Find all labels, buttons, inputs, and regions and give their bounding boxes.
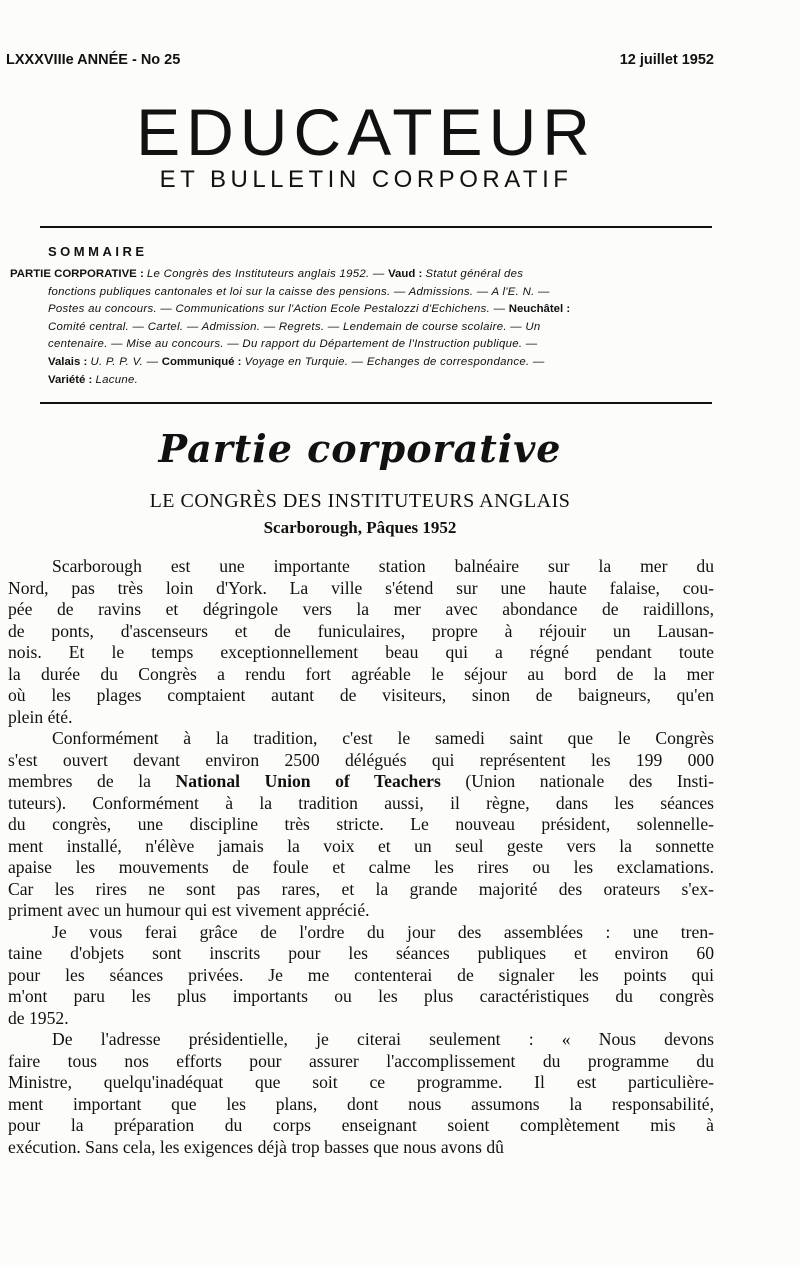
text-line: nois. Et le temps exceptionnellement beau qui a régné pendant toute	[8, 642, 714, 662]
sommaire-entry: Voyage en Turquie. — Echanges de correspondance. —	[244, 355, 545, 368]
text-line: de ponts, d'ascenseurs et de funiculaires, propre à réjouir un Lausan-	[8, 620, 714, 641]
text-line: priment avec un humour qui est vivement apprécié.	[8, 900, 370, 920]
sommaire-entry: U. P. P. V. —	[90, 355, 162, 368]
text-line: Je vous ferai grâce de l'ordre du jour des assemblées : une tren-	[52, 921, 714, 942]
issue-date: 12 juillet 1952	[619, 52, 714, 68]
sommaire-rubric: Neuchâtel :	[508, 303, 571, 316]
text-line: exécution. Sans cela, les exigences déjà trop basses que nous avons dû	[8, 1136, 504, 1157]
article-paragraph	[8, 1029, 714, 1158]
text-line: taine d'objets sont inscrits pour les séances publiques et environ 60	[8, 943, 714, 963]
sommaire-entry: Comité central. — Cartel. — Admission. — Regrets. — Lendemain de course scolaire. — Un	[48, 320, 541, 333]
sommaire-rubric: Communiqué :	[161, 355, 245, 368]
text-line: de 1952.	[8, 1007, 69, 1028]
sommaire-entry: fonctions publiques cantonales et loi sur la caisse des pensions. — Admissions. — A l'E. N. —	[48, 285, 550, 298]
sommaire-entry: Le Congrès des Instituteurs anglais 1952. —	[146, 268, 389, 280]
article-subtitle: Scarborough, Pâques 1952	[263, 518, 457, 537]
text-line: pée de ravins et dégringole vers la mer avec abondance de raidillons,	[8, 599, 714, 619]
article-paragraph	[8, 728, 714, 922]
article-title: LE CONGRÈS DES INSTITUTEURS ANGLAIS	[149, 490, 571, 512]
text-line: Car les rires ne sont pas rares, et la grande majorité des orateurs s'ex-	[8, 878, 714, 899]
text-line: De l'adresse présidentielle, je citerai seulement : « Nous devons	[52, 1029, 714, 1049]
text-line: pour la préparation du corps enseignant soient complètement mis à	[8, 1115, 714, 1135]
sommaire-entry: Postes au concours. — Communications sur l'Action Ecole Pestalozzi d'Echichens. —	[48, 303, 509, 316]
text-line: Ministre, quelqu'inadéquat que soit ce programme. Il est particulière-	[8, 1072, 714, 1092]
sommaire-line	[10, 372, 716, 390]
masthead-subtitle: ET BULLETIN CORPORATIF	[159, 166, 573, 193]
text-line: faire tous nos efforts pour assurer l'accomplissement du programme du	[8, 1050, 714, 1071]
sommaire-rubric: Variété :	[48, 373, 96, 386]
page-header	[6, 52, 714, 68]
article-body	[8, 556, 714, 1158]
text-line: apaise les mouvements de foule et calme les rires ou les exclamations.	[8, 857, 714, 877]
section-title: Partie corporative	[158, 426, 562, 471]
article-paragraph	[8, 556, 714, 728]
text-line: Nord, pas très loin d'York. La ville s'étend sur une haute falaise, cou-	[8, 577, 714, 598]
text-line: ment installé, n'élève jamais la voix et un seul geste vers la sonnette	[8, 835, 714, 856]
sommaire-contents	[10, 266, 716, 389]
sommaire-entry: Statut général des	[425, 268, 524, 280]
issue-number: LXXXVIIIe ANNÉE - No 25	[6, 52, 181, 68]
sommaire-line	[10, 354, 716, 372]
text-line: s'est ouvert devant environ 2500 délégués qui représentent les 199 000	[8, 749, 714, 770]
sommaire-line	[10, 284, 716, 302]
sommaire-rubric: Vaud :	[388, 268, 426, 280]
text-line: Conformément à la tradition, c'est le samedi saint que le Congrès	[52, 728, 714, 748]
article-paragraph	[8, 922, 714, 1030]
text-line: la durée du Congrès a rendu fort agréable le séjour au bord de la mer	[8, 663, 714, 684]
text-line: plein été.	[8, 706, 73, 727]
text-line: où les plages comptaient autant de visiteurs, sinon de baigneurs, qu'en	[8, 685, 714, 705]
sommaire-heading: SOMMAIRE	[48, 244, 148, 259]
text-line: du congrès, une discipline très stricte. Le nouveau président, solennelle-	[8, 814, 714, 834]
sommaire-entry: Lacune.	[95, 373, 139, 386]
sommaire-line	[10, 336, 716, 354]
text-line: pour les séances privées. Je me contenterai de signaler les points qui	[8, 964, 714, 985]
text-line: ment important que les plans, dont nous assumons la responsabilité,	[8, 1093, 714, 1114]
sommaire-entry: centenaire. — Mise au concours. — Du rapport du Département de l'Instruction publique. —	[48, 338, 538, 351]
text-line: tuteurs). Conformément à la tradition aussi, il règne, dans les séances	[8, 792, 714, 813]
text-line: Scarborough est une importante station balnéaire sur la mer du	[52, 556, 714, 576]
masthead-title: EDUCATEUR	[136, 95, 596, 169]
sommaire-rubric: Valais :	[48, 355, 91, 368]
sommaire-line	[10, 319, 716, 337]
text-line: m'ont paru les plus importants ou les plus caractéristiques du congrès	[8, 986, 714, 1006]
sommaire-rubric: PARTIE CORPORATIVE :	[10, 268, 147, 280]
sommaire-line	[10, 266, 716, 284]
text-line: membres de la National Union of Teachers (Union nationale des Insti-	[8, 771, 714, 791]
divider-top	[40, 226, 712, 228]
divider-bottom	[40, 402, 712, 404]
sommaire-line	[10, 301, 716, 319]
